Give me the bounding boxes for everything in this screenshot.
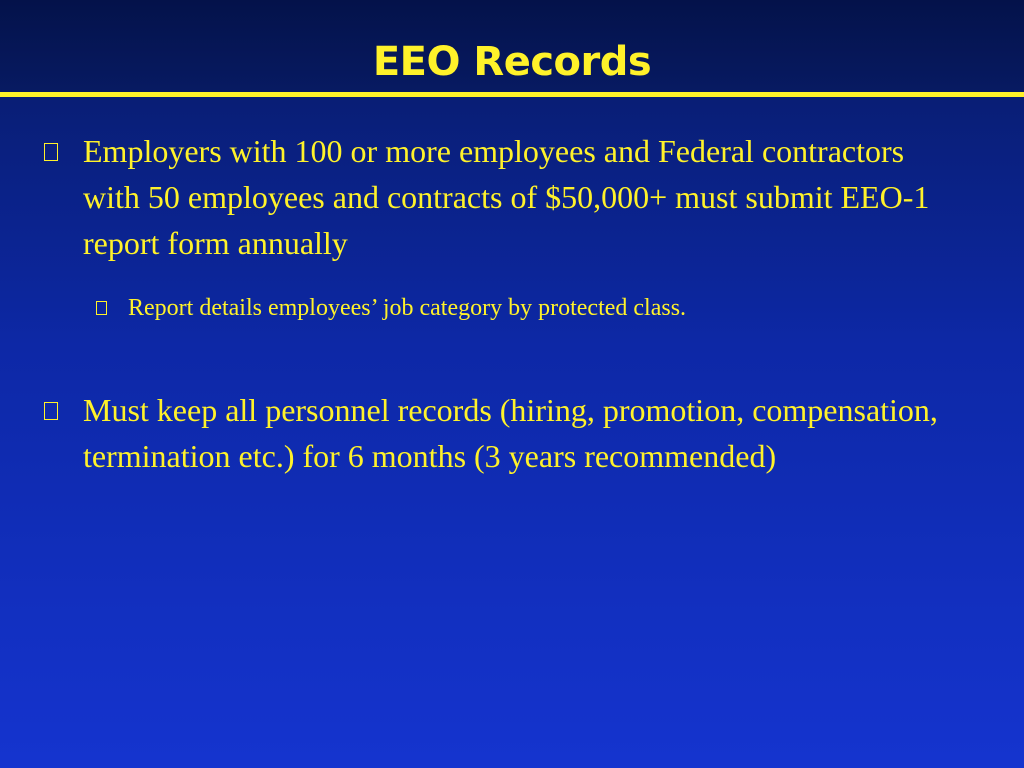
box-bullet-icon (44, 387, 74, 433)
box-bullet-icon (44, 128, 74, 174)
bullet-item-2 (44, 387, 944, 479)
sub-bullet-item-1 (96, 290, 976, 326)
box-bullet-icon (96, 290, 120, 326)
sub-bullet-text-1: Report details employees’ job category by protected class. (128, 295, 687, 321)
bullet-text-1: Employers with 100 or more employees and Federal contractors with 50 employees and contracts of $50,000+ must submit EEO-1 report form annually (83, 133, 930, 261)
bullet-text-2: Must keep all personnel records (hiring, promotion, compensation, termination etc.) for 6 months (3 years recommended) (83, 392, 938, 474)
title-divider (0, 92, 1024, 97)
title-bar (0, 0, 1024, 92)
bullet-item-1 (44, 128, 944, 266)
slide-title: EEO Records (372, 39, 652, 85)
